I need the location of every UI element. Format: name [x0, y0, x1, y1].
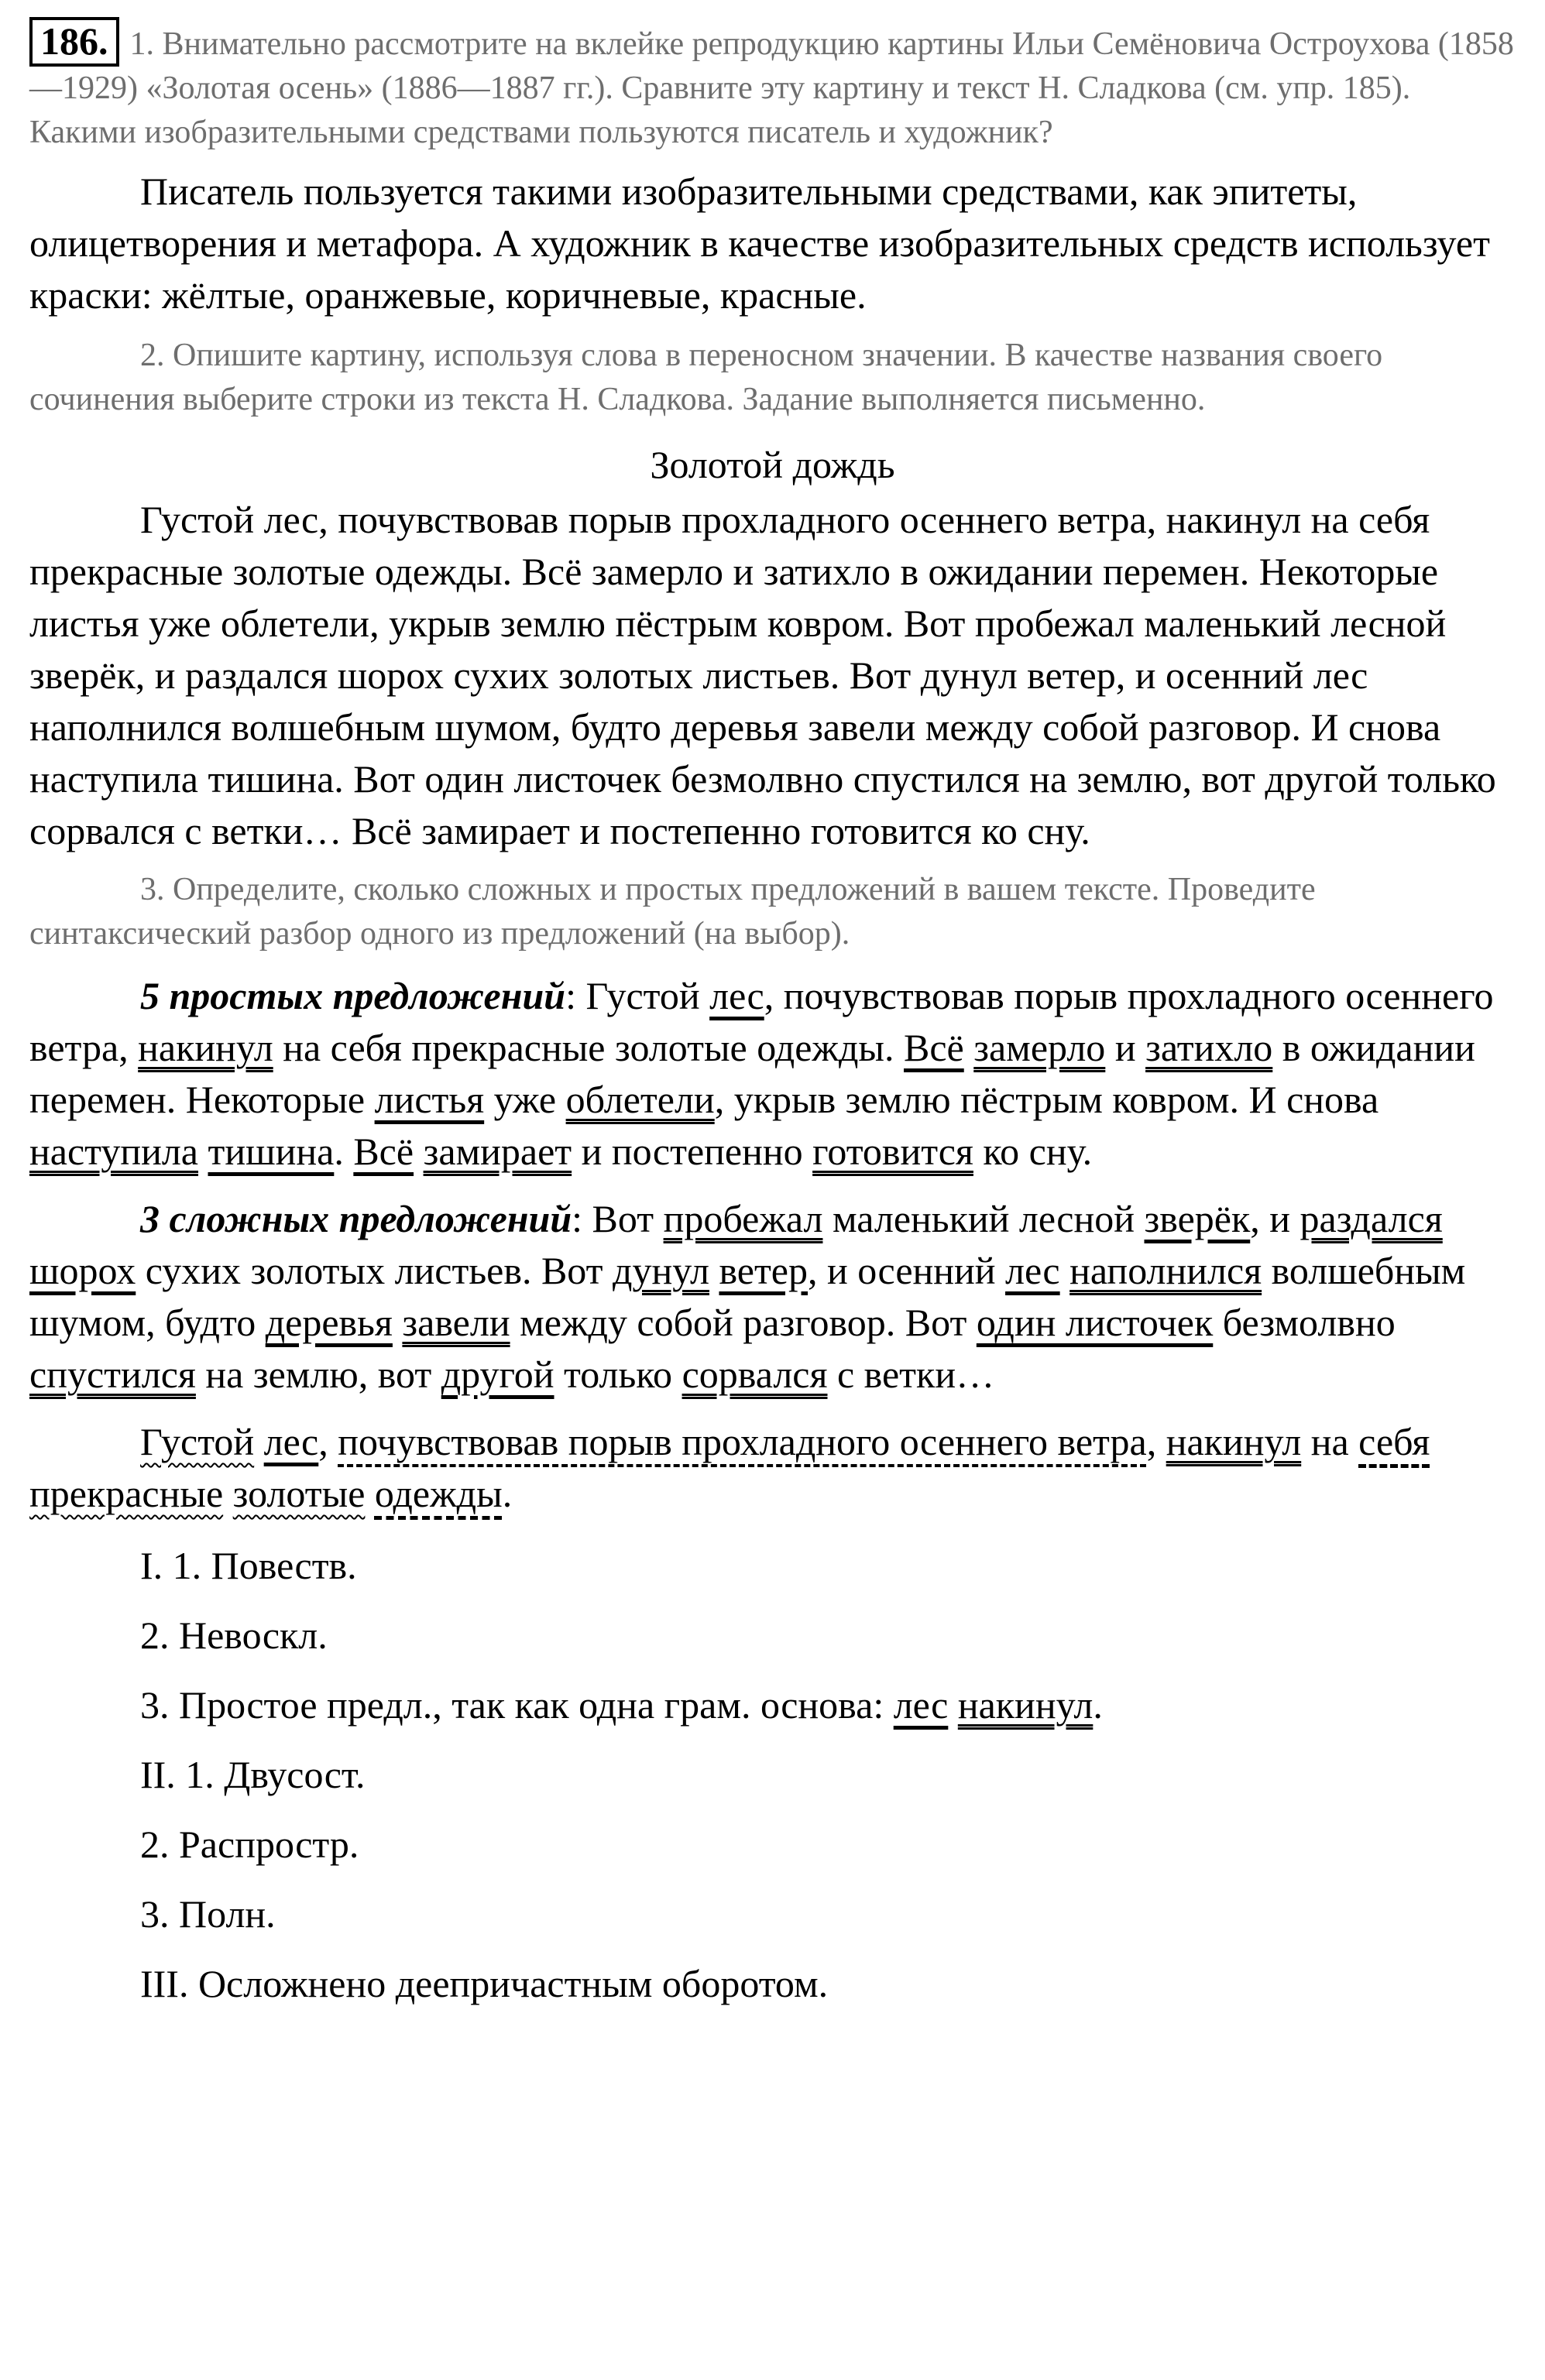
- subject-segment: лес: [893, 1683, 949, 1727]
- analysis-item: 2. Невоскл.: [140, 1614, 328, 1657]
- text-segment: [393, 1301, 403, 1344]
- subject-segment: один листочек: [976, 1301, 1214, 1344]
- predicate-segment: облетели: [565, 1078, 715, 1121]
- parsed-sentence: [29, 1416, 1516, 1520]
- subject-segment: другой: [441, 1353, 554, 1396]
- text-segment: , и осенний: [808, 1249, 1006, 1292]
- text-segment: на землю, вот: [195, 1353, 441, 1396]
- subject-segment: тишина: [208, 1130, 335, 1173]
- subject-segment: зверёк: [1144, 1197, 1251, 1240]
- text-segment: только: [554, 1353, 682, 1396]
- analysis-item: III. Осложнено деепричастным оборотом.: [140, 1962, 829, 2005]
- text-segment: с ветки…: [827, 1353, 995, 1396]
- text-segment: на: [1301, 1420, 1359, 1463]
- text-segment: .: [334, 1130, 354, 1173]
- attribute-segment: золотые: [232, 1472, 366, 1515]
- text-segment: .: [1093, 1683, 1103, 1727]
- text-segment: [709, 1249, 719, 1292]
- text-segment: [1060, 1249, 1070, 1292]
- predicate-segment: накинул: [957, 1683, 1094, 1727]
- task-3: 3. Определите, сколько сложных и простых предложений в вашем тексте. Проведите синтаксический разбор одного из предложений (на выбор).: [29, 872, 1316, 952]
- task-1: [29, 17, 1516, 155]
- predicate-segment: накинул: [138, 1026, 273, 1069]
- subject-segment: лес: [709, 974, 764, 1017]
- predicate-segment: завели: [402, 1301, 510, 1344]
- label-segment: 3 сложных предложений: [140, 1197, 572, 1240]
- text-segment: безмолвно: [1213, 1301, 1396, 1344]
- text-segment: , укрыв землю пёстрым ковром. И снова: [714, 1078, 1379, 1121]
- label-segment: 5 простых предложений: [140, 974, 566, 1017]
- text-segment: [223, 1472, 233, 1515]
- text-segment: [948, 1683, 958, 1727]
- analysis-item-text: 3. Простое предл., так как одна грам. основа:: [140, 1683, 894, 1727]
- subject-segment: лес: [1005, 1249, 1060, 1292]
- exercise-number: 186.: [29, 17, 119, 67]
- text-segment: .: [502, 1472, 513, 1515]
- predicate-segment: готовится: [812, 1130, 973, 1173]
- text-segment: ко сну.: [973, 1130, 1093, 1173]
- analysis-item: I. 1. Повеств.: [140, 1544, 357, 1587]
- predicate-segment: сорвался: [682, 1353, 828, 1396]
- text-segment: сухих золотых листьев. Вот: [136, 1249, 613, 1292]
- text-segment: маленький лесной: [822, 1197, 1145, 1240]
- object-segment: себя: [1358, 1420, 1430, 1463]
- text-segment: уже: [484, 1078, 566, 1121]
- complex-sentences: [29, 1193, 1516, 1401]
- text-segment: ,: [318, 1420, 338, 1463]
- task-2: 2. Опишите картину, используя слова в переносном значении. В качестве названия своего сочинения выберите строки из текста Н. Сладкова. Задание выполняется письменно.: [29, 338, 1383, 417]
- text-segment: : Густой: [565, 974, 710, 1017]
- text-segment: между собой разговор. Вот: [510, 1301, 977, 1344]
- subject-segment: листья: [374, 1078, 485, 1121]
- text-segment: [198, 1130, 208, 1173]
- text-segment: в ожидании перемен. Некоторые: [29, 1026, 1475, 1121]
- predicate-segment: дунул: [613, 1249, 709, 1292]
- analysis-item: II. 1. Двусост.: [140, 1753, 366, 1796]
- analysis-list: [29, 1540, 1516, 2010]
- adverbial-segment: почувствовав порыв прохладного осеннего ветра: [338, 1420, 1147, 1463]
- essay-title: Золотой дождь: [650, 443, 895, 486]
- text-segment: и: [1105, 1026, 1146, 1069]
- text-segment: ,: [1146, 1420, 1166, 1463]
- object-segment: одежды: [374, 1472, 503, 1515]
- predicate-segment: замирает: [423, 1130, 572, 1173]
- text-segment: [414, 1130, 424, 1173]
- text-segment: , и: [1250, 1197, 1300, 1240]
- predicate-segment: затихло: [1145, 1026, 1273, 1069]
- text-segment: на себя прекрасные золотые одежды.: [273, 1026, 904, 1069]
- predicate-segment: замерло: [973, 1026, 1106, 1069]
- subject-segment: шорох: [29, 1249, 136, 1292]
- subject-segment: лес: [263, 1420, 319, 1463]
- essay-text: Густой лес, почувствовав порыв прохладного осеннего ветра, накинул на себя прекрасные золотые одежды. Всё замерло и затихло в ожидании перемен. Некоторые листья уже облетели, укрыв землю пёстрым ковром. Вот пробежал маленький лесной зверёк, и раздался шорох сухих золотых листьев. Вот дунул ветер, и осенний лес наполнился волшебным шумом, будто деревья завели между собой разговор. И снова наступила тишина. Вот один листочек безмолвно спустился на землю, вот другой только сорвался с ветки… Всё замирает и постепенно готовится ко сну.: [29, 498, 1496, 852]
- text-segment: [365, 1472, 375, 1515]
- simple-sentences: [29, 970, 1516, 1178]
- subject-segment: деревья: [265, 1301, 393, 1344]
- predicate-segment: наступила: [29, 1130, 198, 1173]
- text-segment: [964, 1026, 974, 1069]
- predicate-segment: накинул: [1166, 1420, 1302, 1463]
- analysis-item: 2. Распростр.: [140, 1823, 359, 1866]
- attribute-segment: прекрасные: [29, 1472, 224, 1515]
- text-segment: , почувствовав порыв прохладного осеннего ветра,: [29, 974, 1494, 1069]
- subject-segment: ветер: [719, 1249, 809, 1292]
- text-segment: : Вот: [572, 1197, 664, 1240]
- grammatical-basis: [894, 1683, 1103, 1727]
- text-segment: волшебным шумом, будто: [29, 1249, 1466, 1344]
- text-segment: и постепенно: [572, 1130, 813, 1173]
- analysis-item: [140, 1679, 1516, 1731]
- predicate-segment: пробежал: [663, 1197, 823, 1240]
- analysis-item: 3. Полн.: [140, 1892, 276, 1936]
- subject-segment: Всё: [353, 1130, 414, 1173]
- text-segment: [254, 1420, 264, 1463]
- subject-segment: Всё: [904, 1026, 964, 1069]
- predicate-segment: наполнился: [1069, 1249, 1262, 1292]
- predicate-segment: спустился: [29, 1353, 196, 1396]
- answer-1: Писатель пользуется такими изобразительными средствами, как эпитеты, олицетворения и метафора. А художник в качестве изобразительных средств использует краски: жёлтые, оранжевые, коричневые, красные.: [29, 170, 1490, 317]
- attribute-segment: Густой: [140, 1420, 255, 1463]
- task-1-text: 1. Внимательно рассмотрите на вклейке репродукцию картины Ильи Семёновича Остроухова (1858—1929) «Золотая осень» (1886—1887 гг.). Сравните эту картину и текст Н. Сладкова (см. упр. 185). Какими изобразительными средствами пользуются писатель и художник?: [29, 26, 1514, 150]
- predicate-segment: раздался: [1300, 1197, 1443, 1240]
